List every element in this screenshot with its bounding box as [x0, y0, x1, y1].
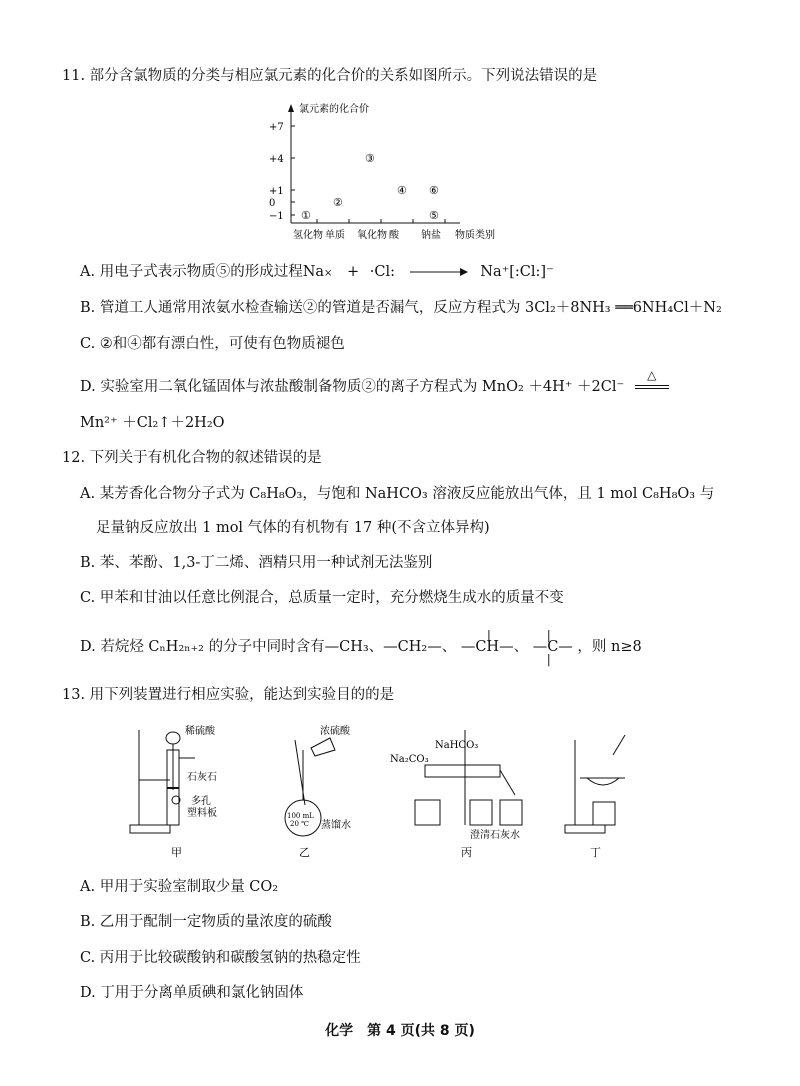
c-group: | —C— | [532, 628, 573, 666]
label-plastic-plate: 塑料板 [187, 808, 217, 819]
label-na2co3: Na₂CO₃ [390, 754, 429, 765]
caption-jia: 甲 [171, 846, 182, 859]
y-axis-label: 氯元素的化合价 [299, 104, 369, 115]
data-point-4: ④ [397, 184, 407, 197]
q13-option-c: C. 丙用于比较碳酸钠和碳酸氢钠的热稳定性 [80, 950, 361, 966]
label-limewater: 澄清石灰水 [470, 830, 520, 841]
q12-option-b: B. 苯、苯酚、1,3-丁二烯、酒精只用一种试剂无法鉴别 [80, 555, 433, 571]
x-category-label: 氢化物 [293, 230, 323, 241]
valence-chart [255, 98, 515, 248]
y-tick-label: +1 [269, 186, 284, 197]
x-category-label: 氧化物 [357, 230, 387, 241]
q11-option-a: A. 用电子式表示物质⑤的形成过程Na× + ·Cl: Na⁺[:Cl:]⁻ [80, 264, 554, 280]
q13-stem: 13. 用下列装置进行相应实验，能达到实验目的的是 [62, 687, 395, 703]
label-flask-volume: 100 mL [287, 812, 314, 820]
apparatus-jia [130, 730, 195, 833]
apparatus-ding [565, 735, 625, 833]
q11-option-b: B. 管道工人通常用浓氨水检查输送②的管道是否漏气，反应方程式为 3Cl₂＋8NH₃ ══6NH₄Cl＋N₂ [80, 300, 722, 316]
ch-group: | —CH— [460, 628, 514, 655]
q11-option-d-line1: D. 实验室用二氧化锰固体与浓盐酸制备物质②的离子方程式为 MnO₂ ＋4H⁺ ＋2Cl⁻ △ [80, 377, 669, 397]
data-point-5: ⑥ [429, 184, 439, 197]
q12-option-c: C. 甲苯和甘油以任意比例混合，总质量一定时，充分燃烧生成水的质量不变 [80, 590, 564, 606]
data-point-3: ③ [365, 152, 375, 165]
y-axis-arrow [288, 104, 294, 112]
data-point-6: ⑤ [429, 209, 439, 222]
label-limestone: 石灰石 [187, 772, 217, 783]
q12-option-a-line2: 足量钠反应放出 1 mol 气体的有机物有 17 种(不含立体异构) [96, 520, 490, 536]
q13-option-b: B. 乙用于配制一定物质的量浓度的硫酸 [80, 914, 332, 930]
caption-ding: 丁 [590, 846, 601, 859]
x-category-label: 酸 [389, 230, 399, 241]
label-dilute-h2so4: 稀硫酸 [185, 726, 215, 737]
q12-option-d: D. 若烷烃 CₙH₂ₙ₊₂ 的分子中同时含有—CH₃、—CH₂—、 | —CH—、 | —C— | ，则 n≥8 [80, 628, 642, 666]
y-tick-label: +7 [269, 122, 284, 133]
y-tick-label: −1 [269, 211, 284, 222]
heat-sign: △ [635, 377, 669, 397]
y-tick-label: +4 [269, 154, 284, 165]
x-category-label: 单质 [325, 230, 345, 241]
q13-option-a: A. 甲用于实验室制取少量 CO₂ [80, 879, 279, 895]
data-point-2: ② [333, 196, 343, 209]
q11-option-c: C. ②和④都有漂白性，可使有色物质褪色 [80, 336, 345, 352]
q13-option-d: D. 丁用于分离单质碘和氯化钠固体 [80, 985, 304, 1001]
q12-stem: 12. 下列关于有机化合物的叙述错误的是 [62, 450, 322, 466]
page-footer: 化学 第 4 页(共 8 页) [325, 1023, 475, 1039]
label-nahco3: NaHCO₃ [435, 740, 479, 751]
caption-yi: 乙 [299, 846, 310, 859]
label-conc-h2so4: 浓硫酸 [320, 726, 350, 737]
q12-option-a-line1: A. 某芳香化合物分子式为 C₈H₈O₃，与饱和 NaHCO₃ 溶液反应能放出气体，且 1 mol C₈H₈O₃ 与 [80, 486, 715, 502]
q11-option-d-line2: Mn²⁺ ＋Cl₂↑＋2H₂O [80, 415, 225, 431]
y-tick-label: 0 [269, 198, 276, 209]
data-point-1: ① [301, 209, 311, 222]
caption-bing: 丙 [461, 846, 472, 859]
apparatus-figure [125, 720, 685, 865]
label-porous: 多孔 [191, 796, 211, 807]
q11-stem: 11. 部分含氯物质的分类与相应氯元素的化合价的关系如图所示。下列说法错误的是 [62, 68, 598, 84]
x-category-label: 钠盐 [421, 230, 441, 241]
label-flask-temp: 20 ℃ [290, 820, 309, 828]
label-distilled-water: 蒸馏水 [321, 820, 351, 831]
reaction-arrow [408, 266, 468, 278]
x-axis-label: 物质类别 [455, 230, 495, 241]
